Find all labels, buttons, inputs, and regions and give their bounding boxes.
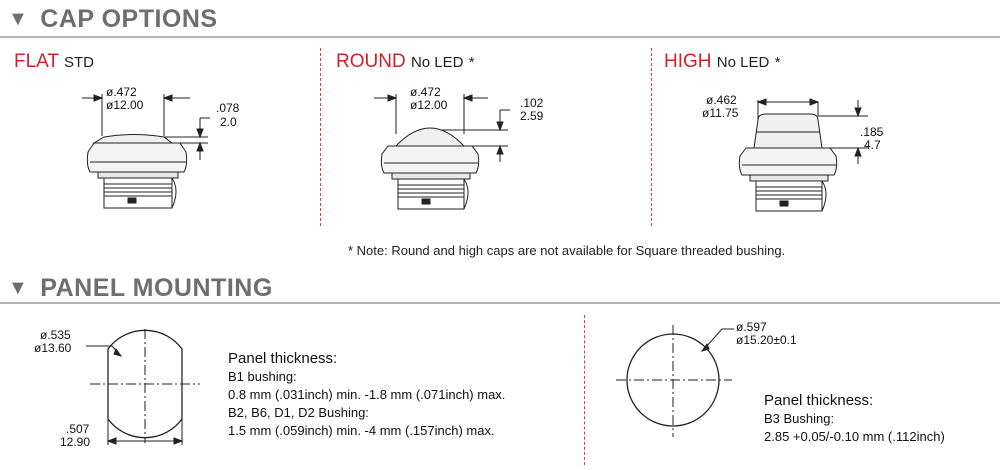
round-dia-mm: ø12.00: [410, 98, 448, 112]
panel-mounting-header: [8, 273, 273, 303]
triangle-down-icon: ▼: [8, 7, 29, 30]
round-cap-drawing: [360, 80, 560, 220]
cap-divider-1: [320, 48, 321, 226]
triangle-down-icon: ▼: [8, 276, 29, 299]
b1-dia-mm: ø13.60: [34, 341, 72, 355]
flat-h-in: .078: [216, 101, 240, 115]
high-h-mm: 4.7: [864, 138, 881, 152]
round-h-in: .102: [520, 96, 544, 110]
cap-note: * Note: Round and high caps are not available for Square threaded bushing.: [348, 243, 786, 258]
b1-dia-in: ø.535: [40, 328, 71, 342]
cap-title-flat: FLAT STD: [14, 51, 94, 72]
panel-mounting-rule: [0, 302, 1000, 304]
flat-cap-drawing: [60, 80, 260, 220]
high-h-in: .185: [860, 125, 884, 139]
b3-dia-mm: ø15.20±0.1: [736, 333, 797, 347]
cap-options-title: CAP OPTIONS: [40, 4, 218, 33]
panel-cutout-b1: [30, 315, 230, 467]
b3-dia-in: ø.597: [736, 320, 767, 334]
b2-title: B2, B6, D1, D2 Bushing:: [228, 405, 369, 420]
b3-panel-heading: Panel thickness:: [764, 392, 874, 409]
cap-title-high: HIGH No LED *: [664, 51, 781, 72]
cap-options-rule: [0, 36, 1000, 38]
b2-value: 1.5 mm (.059inch) min. -4 mm (.157inch) max.: [228, 423, 495, 438]
flat-h-mm: 2.0: [220, 115, 237, 129]
high-dia-mm: ø11.75: [702, 106, 739, 120]
b1-title: B1 bushing:: [228, 369, 297, 384]
b1-value: 0.8 mm (.031inch) min. -1.8 mm (.071inch) max.: [228, 387, 506, 402]
flat-dia-in: ø.472: [106, 85, 137, 99]
panel-text-b1: [228, 350, 505, 440]
high-cap-drawing: [700, 80, 900, 220]
round-dia-in: ø.472: [410, 85, 441, 99]
b1-flat-in: .507: [66, 422, 90, 436]
b3-value: 2.85 +0.05/-0.10 mm (.112inch): [764, 429, 945, 444]
cap-divider-2: [651, 48, 652, 226]
cap-options-header: [8, 4, 218, 34]
flat-dia-mm: ø12.00: [106, 98, 144, 112]
b1-flat-mm: 12.90: [60, 435, 91, 449]
panel-divider: [584, 315, 585, 465]
panel-mounting-title: PANEL MOUNTING: [40, 273, 273, 302]
round-h-mm: 2.59: [520, 109, 544, 123]
panel-text-b3: [764, 392, 945, 446]
b3-title: B3 Bushing:: [764, 411, 835, 426]
high-dia-in: ø.462: [706, 93, 737, 107]
cap-title-round: ROUND No LED *: [336, 51, 475, 72]
b1-panel-heading: Panel thickness:: [228, 350, 338, 367]
